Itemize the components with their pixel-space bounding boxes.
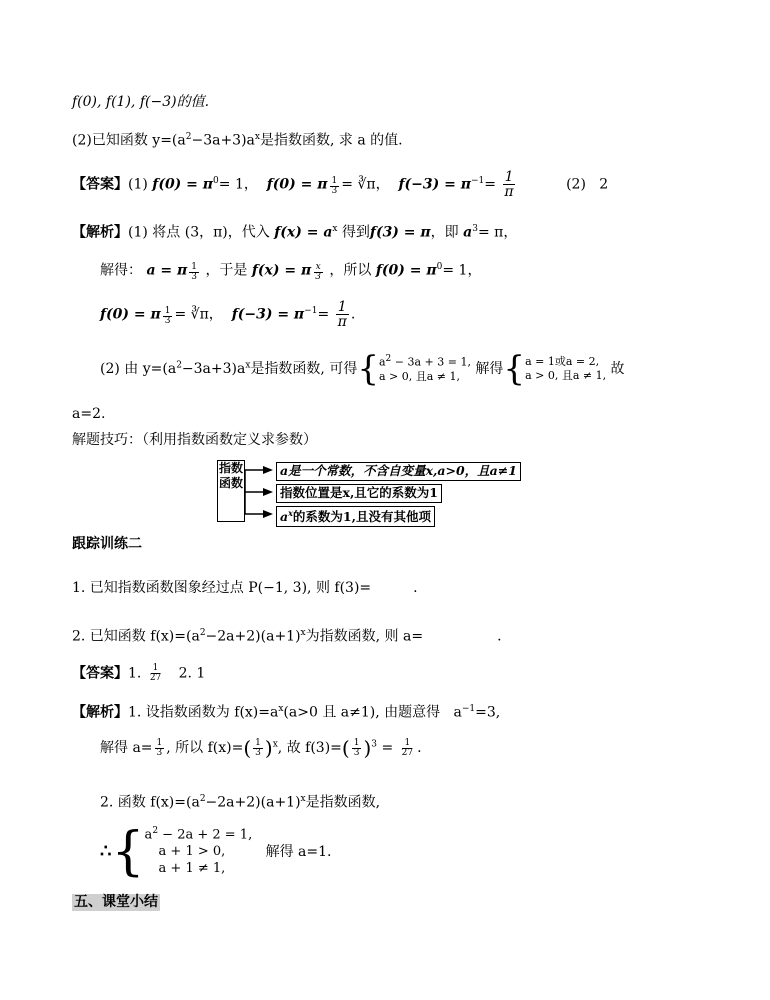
tip-item-1: a是一个常数，不含自变量x,a>0，且a≠1 [276, 462, 521, 481]
answer-line: 【答案】(1) $f(0) = \pi^0= 1$， f(0) = π $\frac{1}{3}$ = ∛π， $f(-3) = \pi^{-1}=$ $\frac{1}{\pi}$ (2) 2 [72, 169, 609, 200]
answer2-line: 【答案】1. $\frac{1}{27}$ 2. 1 [72, 663, 206, 683]
analysis-line-3: f(0) = π $\frac{1}{3}$ = ∛π， $f(-3) = \pi^{-1}=$ $\frac{1}{\pi}$ . [100, 299, 356, 330]
tip-item-3: $a^x$的系数为1,且没有其他项 [276, 506, 435, 527]
analysis2-line-2: 解得 a= $\frac{1}{3}$ , 所以 f(x)=( $\frac{1}{3}$ )$^x$, 故 f(3)=( $\frac{1}{3}$ )$^3$ = $\frac{1}{27}$ . [100, 736, 422, 760]
analysis-line-5: a=2. [72, 406, 106, 422]
analysis-line-4: (2) 由 $y=(a^2-3a+3)a^x$是指数函数, 可得{ $a^2 - 3a + 3 = 1$, a > 0, 且a ≠ 1, 解得{ a = 1或a = 2, a > 0, 且a ≠ 1, 故 [100, 349, 625, 389]
practice-q1: 1. 已知指数函数图象经过点 P(−1, 3), 则 f(3)= . [72, 580, 418, 596]
practice-title: 跟踪训练二 [72, 536, 142, 552]
analysis-line-1: 【解析】(1) 将点 (3，π)，代入 $f(x) = a^x$ 得到f(3) = π，即 $a^3= \pi$， [72, 224, 518, 241]
system-3: $a^2 - 2a + 2 = 1$, a + 1 > 0, a + 1 ≠ 1, [144, 826, 253, 877]
analysis2-line-3: 2. 函数 $f(x)=(a^2-2a+2)(a+1)^x$是指数函数, [100, 794, 381, 811]
tip-left-box: 指数函数 [217, 460, 245, 522]
system-1: $a^2 - 3a + 3 = 1$, a > 0, 且a ≠ 1, [378, 354, 471, 383]
system-2: a = 1或a = 2, a > 0, 且a ≠ 1, [525, 355, 607, 382]
section-title: 五、课堂小结 [74, 894, 158, 910]
analysis-line-2: 解得： a = π $\frac{1}{3}$ ，于是 f(x) = π $\frac{x}{3}$ ，所以 $f(0) = \pi^0= 1$， [100, 262, 482, 282]
tip-title: 解题技巧：（利用指数函数定义求参数） [72, 432, 317, 448]
question-2: (2)已知函数 $y=(a^2-3a+3)a^x$是指数函数, 求 a 的值. [72, 132, 403, 149]
top-line: f(0), f(1), f(−3)的值. [72, 94, 210, 110]
tip-item-2: 指数位置是x,且它的系数为1 [276, 484, 442, 503]
practice-q2: 2. 已知函数 $f(x)=(a^2-2a+2)(a+1)^x$为指数函数, 则 a= . [72, 628, 502, 645]
analysis2-line-1: 【解析】1. 设指数函数为 $f(x)=a^x(a>0$ 且 a≠1), 由题意得 $a^{-1}=3$, [72, 704, 501, 721]
analysis2-line-4: ∴{ $a^2 - 2a + 2 = 1$, a + 1 > 0, a + 1 ≠ 1, 解得 a=1. [100, 822, 332, 882]
